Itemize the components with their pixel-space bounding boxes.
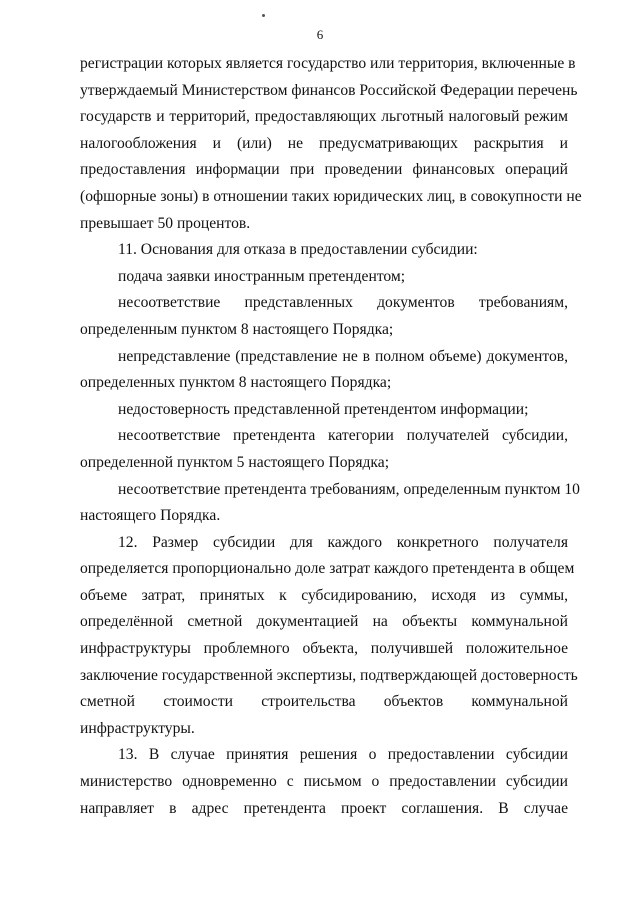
text-line: заключение государственной экспертизы, подтверждающей достоверность [80,666,578,684]
text-line: несоответствие представленных документов требованиям, [118,294,568,312]
text-line: определяется пропорционально доле затрат каждого претендента в общем [80,560,575,578]
document-body [80,51,582,822]
text-line: 12. Размер субсидии для каждого конкретного получателя [118,533,568,551]
text-line: налогообложения и (или) не предусматривающих раскрытия и [80,134,568,152]
text-line: предоставления информации при проведении финансовых операций [80,161,568,179]
text-line: несоответствие претендента требованиям, определенным пунктом 10 [118,480,580,498]
text-line: инфраструктуры. [80,719,195,737]
text-line: определенной пунктом 5 настоящего Порядка; [80,453,390,471]
text-line: определенным пунктом 8 настоящего Порядка; [80,320,394,338]
page-number: 6 [316,27,324,42]
text-line: 13. В случае принятия решения о предоставлении субсидии [118,746,568,764]
text-line: направляет в адрес претендента проект соглашения. В случае [80,799,568,817]
text-line: подача заявки иностранным претендентом; [118,267,406,285]
scan-speck [262,14,265,17]
text-line: государств и территорий, предоставляющих льготный налоговый режим [80,108,568,126]
text-line: утверждаемый Министерством финансов Российской Федерации перечень [80,81,578,99]
text-line: настоящего Порядка. [80,507,221,525]
text-line: сметной стоимости строительства объектов коммунальной [80,693,568,711]
text-line: превышает 50 процентов. [80,214,251,232]
text-line: недостоверность представленной претендентом информации; [118,400,529,418]
text-line: министерство одновременно с письмом о предоставлении субсидии [80,773,568,791]
text-line: объеме затрат, принятых к субсидированию, исходя из суммы, [80,586,568,604]
text-line: инфраструктуры проблемного объекта, получившей положительное [80,640,568,658]
text-line: несоответствие претендента категории получателей субсидии, [118,427,568,445]
text-line: непредставление (представление не в полном объеме) документов, [118,347,568,365]
text-line: определённой сметной документацией на объекты коммунальной [80,613,568,631]
text-line: определенных пунктом 8 настоящего Порядка; [80,374,392,392]
text-line: (офшорные зоны) в отношении таких юридических лиц, в совокупности не [80,187,582,205]
text-line: 11. Основания для отказа в предоставлении субсидии: [118,241,478,259]
text-line: регистрации которых является государство или территория, включенные в [80,55,576,72]
